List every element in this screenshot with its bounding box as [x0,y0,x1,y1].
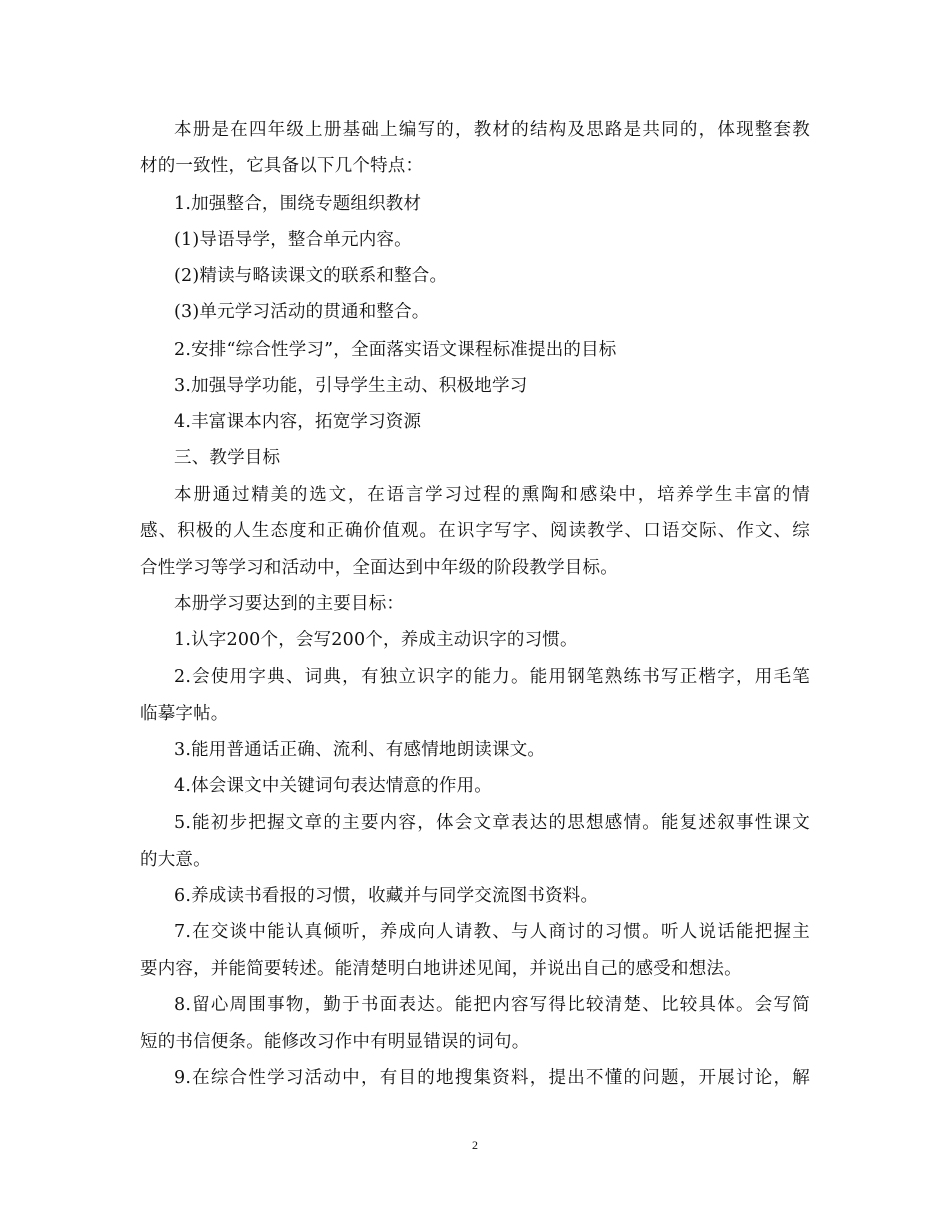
list-item: (2)精读与略读课文的联系和整合。 [174,266,448,286]
paragraph-line: 合性学习等学习和活动中，全面达到中年级的阶段教学目标。 [140,558,618,578]
list-item: 2.会使用字典、词典，有独立识字的能力。能用钢笔熟练书写正楷字，用毛笔 [174,667,810,687]
list-item-continuation: 临摹字帖。 [140,704,229,724]
list-item: (1)导语导学，整合单元内容。 [174,230,412,250]
list-item: 9.在综合性学习活动中，有目的地搜集资料，提出不懂的问题，开展讨论，解 [174,1068,810,1088]
list-item: 4.丰富课本内容，拓宽学习资源 [174,412,422,432]
list-item: 7.在交谈中能认真倾听，养成向人请教、与人商讨的习惯。听人说话能把握主 [174,922,810,942]
list-item: 3.加强导学功能，引导学生主动、积极地学习 [174,376,528,396]
list-item: 3.能用普通话正确、流利、有感情地朗读课文。 [174,740,546,760]
section-heading: 三、教学目标 [174,448,281,468]
list-item: 5.能初步把握文章的主要内容，体会文章表达的思想感情。能复述叙事性课文 [174,813,810,833]
list-item: 1.加强整合，围绕专题组织教材 [174,194,422,214]
paragraph-line: 材的一致性，它具备以下几个特点： [140,156,424,176]
paragraph-line: 本册学习要达到的主要目标： [174,594,405,614]
list-item: 1.认字200个，会写200个，养成主动识字的习惯。 [174,630,578,650]
list-item: 6.养成读书看报的习惯，收藏并与同学交流图书资料。 [174,886,599,906]
list-item-continuation: 的大意。 [140,850,211,870]
list-item: 8.留心周围事物，勤于书面表达。能把内容写得比较清楚、比较具体。会写简 [174,995,810,1015]
list-item: 2.安排“综合性学习”，全面落实语文课程标准提出的目标 [174,340,617,360]
page-number: 2 [472,1138,478,1152]
paragraph-line: 本册通过精美的选文，在语言学习过程的熏陶和感染中，培养学生丰富的情 [174,485,810,505]
paragraph-line: 感、积极的人生态度和正确价值观。在识字写字、阅读教学、口语交际、作文、综 [140,521,810,541]
paragraph-line: 本册是在四年级上册基础上编写的，教材的结构及思路是共同的，体现整套教 [174,120,810,140]
list-item-continuation: 要内容，并能简要转述。能清楚明白地讲述见闻，并说出自己的感受和想法。 [140,959,742,979]
list-item: (3)单元学习活动的贯通和整合。 [174,302,430,322]
list-item-continuation: 短的书信便条。能修改习作中有明显错误的词句。 [140,1032,530,1052]
list-item: 4.体会课文中关键词句表达情意的作用。 [174,776,492,796]
